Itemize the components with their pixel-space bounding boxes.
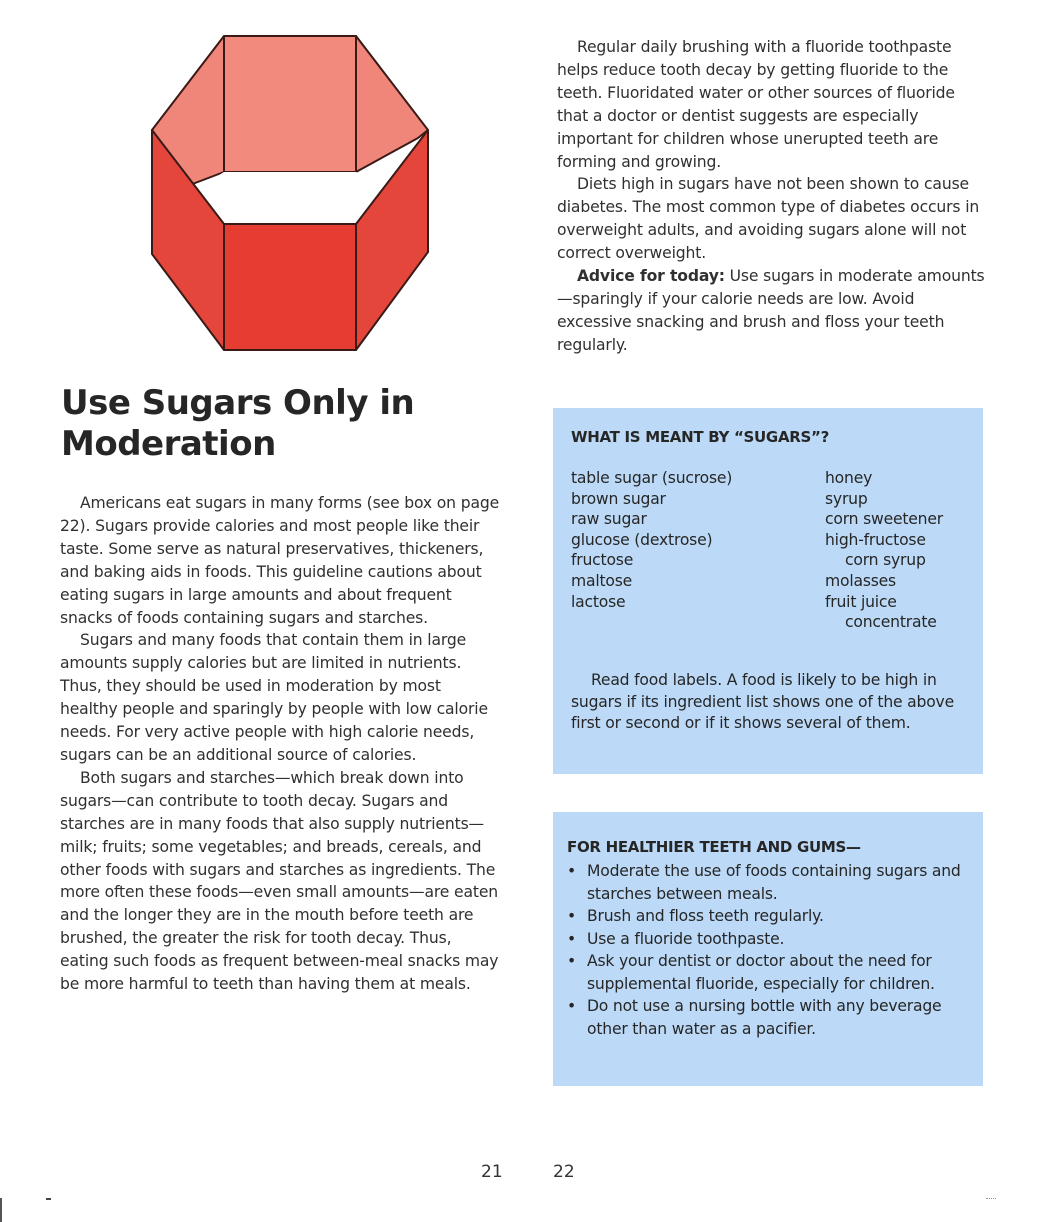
- paragraph: Diets high in sugars have not been shown to cause diabetes. The most common type of diabetes occurs in overweight adults, and avoiding sugars alone will not correct overweight.: [557, 175, 980, 263]
- page-title: Use Sugars Only in Moderation: [61, 383, 415, 464]
- bullet-icon: •: [567, 929, 576, 948]
- tip-text: Brush and floss teeth regularly.: [587, 907, 824, 925]
- bullet-icon: •: [567, 952, 576, 970]
- prism-opening: [198, 172, 382, 224]
- list-item: lactose: [571, 592, 626, 611]
- paragraph: Regular daily brushing with a fluoride toothpaste helps reduce tooth decay by getting fluoride to the teeth. Fluoridated water or other sources of fluoride that a doctor or dentist suggests are especially important for children whose unerupted teeth are forming and growing.: [557, 38, 955, 171]
- list-item: [567, 995, 979, 1040]
- bullet-icon: •: [567, 997, 576, 1015]
- left-column: [60, 492, 500, 996]
- page-number-right: 22: [553, 1162, 575, 1182]
- advice-lead: Advice for today:: [577, 267, 725, 286]
- list-item: corn sweetener: [825, 510, 943, 529]
- tip-text: Use a fluoride toothpaste.: [587, 929, 785, 948]
- list-item: honey: [825, 469, 873, 487]
- page-number-left: 21: [481, 1162, 503, 1182]
- list-item: table sugar (sucrose): [571, 469, 733, 487]
- prism-back-center-face: [224, 36, 356, 172]
- list-item: [567, 928, 979, 951]
- list-item: raw sugar: [571, 510, 647, 529]
- right-column: [557, 36, 987, 357]
- scan-dash-mark: [46, 1198, 51, 1200]
- sugars-definition-box: [553, 408, 983, 774]
- healthier-teeth-box: [553, 812, 983, 1086]
- paragraph: Americans eat sugars in many forms (see box on page 22). Sugars provide calories and most people like their taste. Some serve as natural preservatives, thickeners, and baking aids in foods. This guideline cautions about eating sugars in large amounts and about frequent snacks of foods containing sugars and starches.: [60, 494, 500, 627]
- sugars-box-title: WHAT IS MEANT BY “SUGARS”?: [571, 428, 829, 446]
- list-item: [567, 950, 979, 995]
- bullet-icon: •: [567, 907, 576, 925]
- list-item: molasses: [825, 571, 896, 590]
- sugars-list-column-a: [571, 468, 732, 612]
- list-item: fructose: [571, 551, 634, 570]
- sugars-list-column-b: [825, 468, 943, 633]
- list-item: fruit juice: [825, 592, 897, 611]
- scan-edge-mark: [0, 1198, 2, 1222]
- list-item: [567, 860, 979, 905]
- tip-text: Do not use a nursing bottle with any beverage other than water as a pacifier.: [587, 997, 942, 1038]
- list-item: brown sugar: [571, 489, 666, 508]
- teeth-box-title: FOR HEALTHIER TEETH AND GUMS—: [567, 838, 861, 856]
- list-item-continuation: corn syrup: [845, 551, 926, 570]
- prism-front-center-face: [224, 224, 356, 350]
- teeth-tips-list: [567, 860, 979, 1040]
- food-labels-note: Read food labels. A food is likely to be high in sugars if its ingredient list shows one of the above first or second or if it shows several of them.: [571, 671, 954, 732]
- advice-text: Use sugars in moderate amounts—sparingly if your calorie needs are low. Avoid excessive snacking and brush and floss your teeth regularly.: [557, 267, 985, 354]
- list-item: high-fructose: [825, 530, 926, 549]
- paragraph: Sugars and many foods that contain them in large amounts supply calories but are limited in nutrients. Thus, they should be used in moderation by most healthy people and sparingly by people with low calorie needs. For very active people with high calorie needs, sugars can be an additional source of calories.: [60, 631, 488, 764]
- list-item-continuation: concentrate: [845, 613, 937, 632]
- list-item: maltose: [571, 571, 633, 590]
- bullet-icon: •: [567, 862, 576, 880]
- advice-paragraph: [557, 265, 987, 357]
- scan-dots-mark: [986, 1198, 996, 1200]
- tip-text: Ask your dentist or doctor about the need for supplemental fluoride, especially for children.: [587, 952, 935, 993]
- list-item: [567, 905, 979, 928]
- list-item: syrup: [825, 489, 868, 508]
- list-item: glucose (dextrose): [571, 530, 713, 549]
- hexagonal-prism-icon: [150, 32, 440, 356]
- paragraph: Both sugars and starches—which break down into sugars—can contribute to tooth decay. Sugars and starches are in many foods that also supply nutrients—milk; fruits; some vegetables; and breads, cereals, and other foods with sugars and starches as ingredients. The more often these foods—even small amounts—are eaten and the longer they are in the mouth before teeth are brushed, the greater the risk for tooth decay. Thus, eating such foods as frequent between-meal snacks may be more harmful to teeth than having them at meals.: [60, 768, 499, 994]
- tip-text: Moderate the use of foods containing sugars and starches between meals.: [587, 862, 961, 903]
